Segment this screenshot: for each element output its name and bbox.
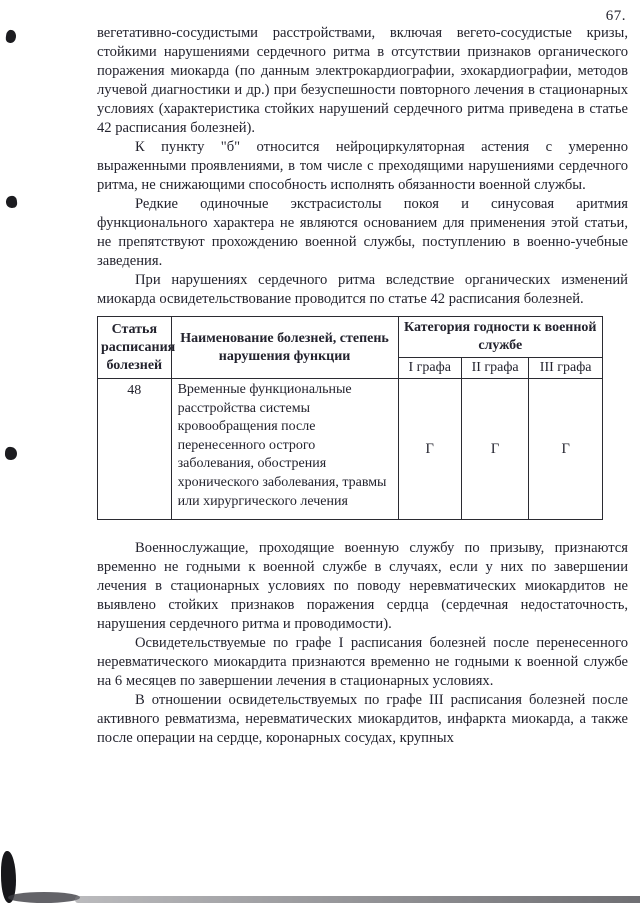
cell-grade-3: Г	[529, 379, 603, 520]
table-header-article: Статья расписания болезней	[98, 317, 172, 379]
page-content	[97, 24, 628, 748]
table-row	[98, 379, 603, 520]
cell-grade-1: Г	[398, 379, 461, 520]
table-header-row-main	[98, 317, 603, 358]
page-number: 67.	[605, 8, 626, 24]
cell-disease-name: Временные функциональные расстройства системы кровообращения после перенесенного острого заболевания, обострения хронического заболевания, травмы или хирургического лечения	[171, 379, 398, 520]
paragraph-extrasystoles: Редкие одиночные экстрасистолы покоя и синусовая аритмия функционального характера не являются основанием для применения этой статьи, не препятствуют прохождению военной службы, поступлению в военно-учебные заведения.	[97, 196, 628, 269]
table-header-grafa-3: III графа	[529, 358, 603, 379]
scan-artifact-mid2-left	[5, 447, 18, 461]
cell-grade-2: Г	[461, 379, 528, 520]
paragraph-grafa-3: В отношении освидетельствуемых по графе III расписания болезней после активного ревматизма, неревматических миокардитов, инфаркта миокарда, а также после операции на сердце, коронарных сосудах, крупных	[97, 692, 628, 747]
paragraph-article-42: При нарушениях сердечного ритма вследствие органических изменений миокарда освидетельствование проводится по статье 42 расписания болезней.	[97, 272, 628, 307]
table-header-name: Наименование болезней, степень нарушения функции	[171, 317, 398, 379]
disease-schedule-table	[97, 316, 603, 520]
table-header-category: Категория годности к военной службе	[398, 317, 602, 358]
paragraph-continuation: вегетативно-сосудистыми расстройствами, включая вегето-сосудистые кризы, стойкими нарушениями сердечного ритма в отсутствии признаков органического поражения миокарда (по данным электрокардиографии, эхокардиографии, методов лучевой диагностики и др.) при безуспешности повторного лечения в стационарных условиях (характеристика стойких нарушений сердечного ритма приведена в статье 42 расписания болезней).	[97, 25, 628, 136]
paragraph-grafa-1: Освидетельствуемые по графе I расписания болезней после перенесенного неревматического миокардита признаются временно не годными к военной службе на 6 месяцев по завершении лечения в стационарных условиях.	[97, 635, 628, 690]
paragraph-point-b: К пункту "б" относится нейроциркуляторная астения с умеренно выраженными проявлениями, в том числе с преходящими нарушениями сердечного ритма, не снижающими способность исполнять обязанности военной службы.	[97, 139, 628, 193]
scan-artifact-bottom-smudge	[8, 892, 80, 903]
table-header-grafa-2: II графа	[461, 358, 528, 379]
paragraph-servicemen: Военнослужащие, проходящие военную службу по призыву, признаются временно не годными к военной службе в случаях, если у них по завершении лечения в стационарных условиях по поводу неревматических миокардитов не выявлено стойких признаков поражения сердца (сердечная недостаточность, нарушения сердечного ритма и проводимости).	[97, 540, 628, 633]
scan-artifact-top-left	[5, 29, 17, 43]
scan-artifact-mid-left	[5, 195, 17, 208]
table-header-grafa-1: I графа	[398, 358, 461, 379]
cell-article-number: 48	[98, 379, 172, 520]
scan-artifact-bottom-band	[75, 896, 640, 903]
